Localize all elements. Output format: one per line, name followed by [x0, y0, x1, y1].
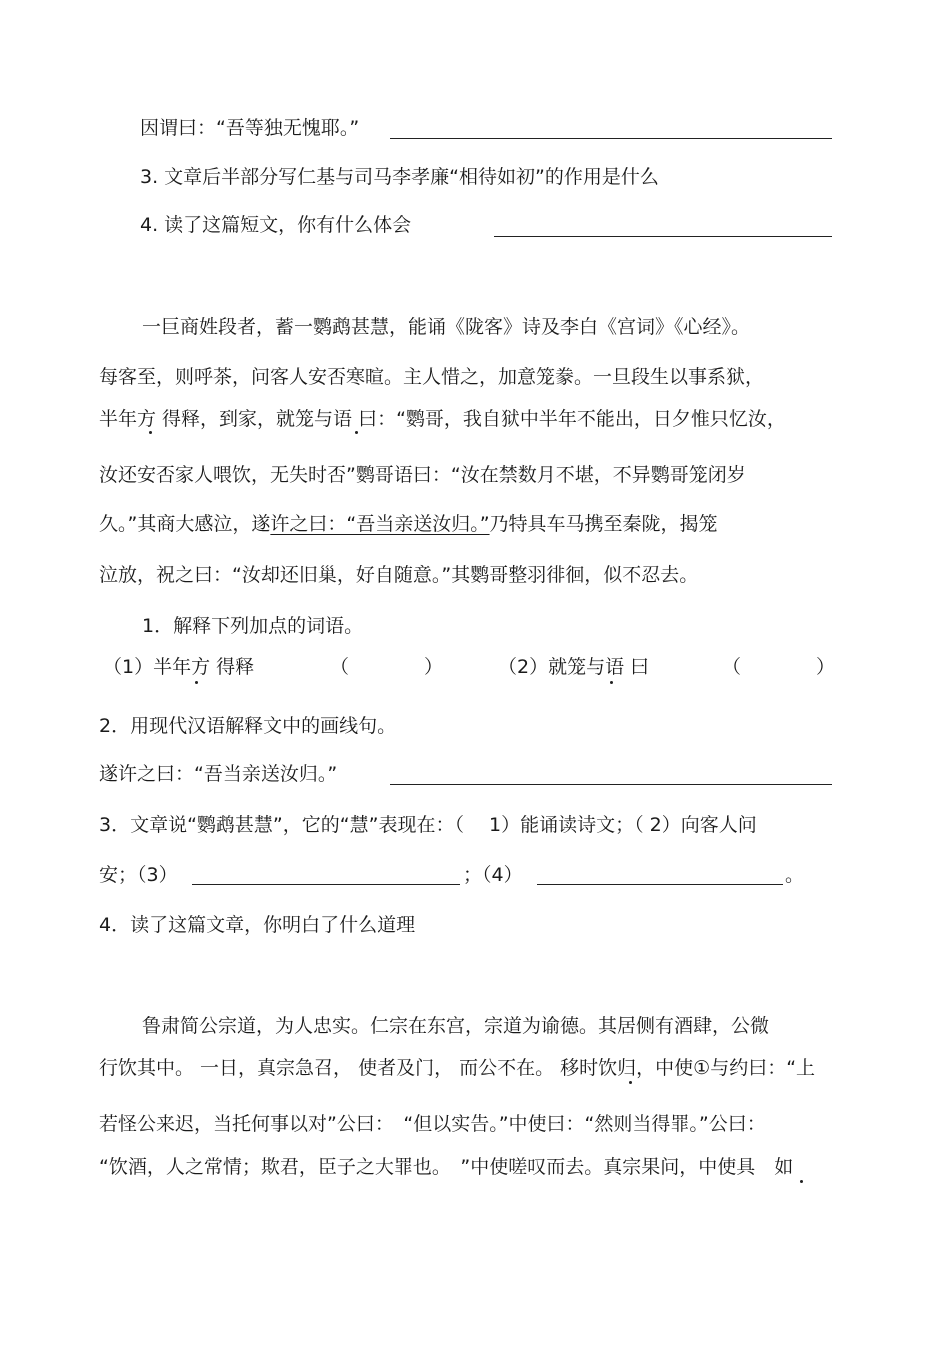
paren-open: （: [722, 656, 742, 678]
q2-translation-blank[interactable]: [390, 784, 832, 785]
q4-title: 4．读了这篇文章，你明白了什么道理: [99, 914, 416, 936]
q1-item-2: （2）就笼与语 曰: [498, 656, 650, 678]
passage-line: 汝还安否家人喂饮，无失时否”鹦哥语曰：“汝在禁数月不堪，不异鹦哥笼闭岁: [99, 464, 746, 486]
q2-title: 2．用现代汉语解释文中的画线句。: [99, 715, 397, 737]
q3-line-2c: 。: [785, 864, 805, 886]
q4-answer-blank[interactable]: [494, 236, 832, 237]
passage-line: 一巨商姓段者，蓄一鹦鹉甚慧，能诵《陇客》诗及李白《宫词》《心经》。: [142, 316, 751, 338]
emphasis-dot: [195, 681, 198, 684]
passage-line: 每客至，则呼茶，问客人安否寒暄。主人惜之，加意笼豢。一旦段生以事系狱，: [99, 366, 765, 388]
paren-close: ）: [424, 656, 444, 678]
emphasis-dot: [149, 431, 152, 434]
emphasis-dot: [355, 431, 358, 434]
emphasis-dot: [610, 681, 613, 684]
underlined-sentence: 许之曰：“吾当亲送汝归。”: [270, 513, 490, 535]
passage-text: 乃特具车马携至秦陇，揭笼: [489, 513, 718, 535]
emphasis-dot: [800, 1180, 803, 1183]
q3-line-1: 3．文章说“鹦鹉甚慧”，它的“慧”表现在：（ 1）能诵读诗文；（ 2）向客人问: [99, 814, 757, 836]
q2-answer-prompt: 因谓曰：“吾等独无愧耶。”: [140, 117, 360, 139]
q1-item-1: （1）半年方 得释: [103, 656, 255, 678]
paren-close: ）: [816, 656, 836, 678]
passage-line: “饮酒，人之常情；欺君，臣子之大罪也。 ”中使嗟叹而去。真宗果问，中使具 如: [99, 1156, 794, 1178]
passage-line: 若怪公来迟，当托何事以对”公曰： “但以实告。”中使曰：“然则当得罪。”公曰：: [99, 1113, 766, 1135]
passage-line: 行饮其中。 一日，真宗急召， 使者及门， 而公不在。 移时饮归，中使①与约曰：“上: [99, 1057, 816, 1079]
emphasis-dot: [629, 1081, 632, 1084]
q3-line-2a: 安；（3）: [99, 864, 178, 886]
paren-open: （: [330, 656, 350, 678]
passage-line: [99, 512, 718, 536]
passage-line: 半年方 得释，到家，就笼与语 曰：“鹦哥，我自狱中半年不能出，日夕惟只忆汝，: [99, 408, 786, 430]
passage-line: 鲁肃简公宗道，为人忠实。仁宗在东宫，宗道为谕德。其居侧有酒肆，公微: [142, 1015, 770, 1037]
q3-line-2b: ；（4）: [463, 864, 523, 886]
q2-sentence: 遂许之曰：“吾当亲送汝归。”: [99, 763, 338, 785]
q2-answer-blank[interactable]: [390, 138, 832, 139]
question-4: 4. 读了这篇短文，你有什么体会: [140, 214, 412, 236]
q1-answer-1[interactable]: [352, 678, 422, 679]
q3-answer-3-blank[interactable]: [192, 884, 460, 885]
question-3: 3. 文章后半部分写仁基与司马李孝廉“相待如初”的作用是什么: [140, 166, 659, 188]
passage-line: 泣放，祝之曰：“汝却还旧巢，好自随意。”其鹦哥整羽徘徊，似不忍去。: [99, 564, 699, 586]
passage-text: 久。”其商大感泣，遂: [99, 513, 271, 535]
q1-title: 1．解释下列加点的词语。: [142, 615, 364, 637]
q1-answer-2[interactable]: [744, 678, 814, 679]
q3-answer-4-blank[interactable]: [537, 884, 783, 885]
